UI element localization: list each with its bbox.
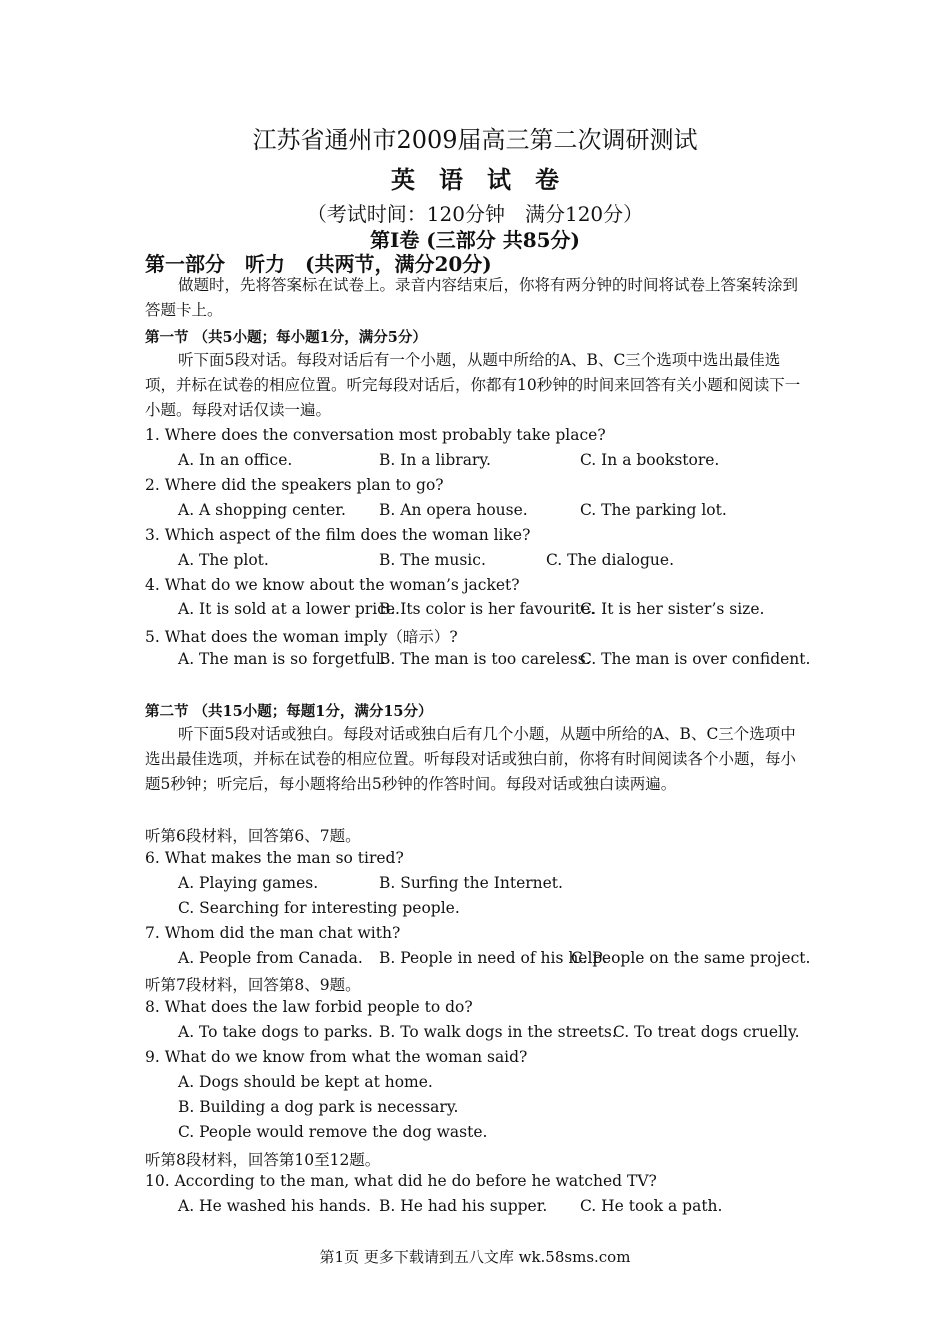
question-8: 8. What does the law forbid people to do?: [145, 998, 473, 1016]
part1-title: 第一部分 听力 (共两节，满分20分): [145, 252, 492, 276]
section2-instruction: [145, 722, 807, 797]
q2-option-a: A. A shopping center.: [178, 501, 346, 519]
subject-title: 英语试卷: [391, 165, 583, 194]
q7-option-c: C. People on the same project.: [571, 949, 811, 967]
q2-option-c: C. The parking lot.: [580, 501, 727, 519]
time-info: （考试时间：120分钟 满分120分）: [306, 202, 644, 226]
material-8: 听第8段材料，回答第10至12题。: [145, 1151, 381, 1169]
q9-option-c: C. People would remove the dog waste.: [178, 1123, 488, 1141]
q4-option-b: B. Its color is her favourite.: [379, 600, 596, 618]
material-6: 听第6段材料，回答第6、7题。: [145, 827, 361, 845]
question-7: 7. Whom did the man chat with?: [145, 924, 401, 942]
question-1: 1. Where does the conversation most probably take place?: [145, 426, 606, 444]
question-10: 10. According to the man, what did he do before he watched TV?: [145, 1172, 657, 1190]
q3-option-c: C. The dialogue.: [546, 551, 674, 569]
q10-option-b: B. He had his supper.: [379, 1197, 548, 1215]
question-3: 3. Which aspect of the film does the woman like?: [145, 526, 531, 544]
section1-title: 第一节 （共5小题；每小题1分，满分5分）: [145, 329, 427, 346]
q5-option-b: B. The man is too careless.: [379, 650, 591, 668]
q5-option-c: C. The man is over confident.: [580, 650, 811, 668]
q10-option-a: A. He washed his hands.: [178, 1197, 371, 1215]
section2-title: 第二节 （共15小题；每题1分，满分15分）: [145, 703, 433, 720]
q6-option-a: A. Playing games.: [178, 874, 319, 892]
material-7: 听第7段材料，回答第8、9题。: [145, 976, 361, 994]
q3-option-a: A. The plot.: [178, 551, 269, 569]
q4-option-a: A. It is sold at a lower price.: [178, 600, 400, 618]
volume-title: 第I卷 (三部分 共85分): [369, 228, 581, 252]
question-6: 6. What makes the man so tired?: [145, 849, 404, 867]
q2-option-b: B. An opera house.: [379, 501, 528, 519]
question-2: 2. Where did the speakers plan to go?: [145, 476, 444, 494]
part1-instruction: [145, 273, 807, 323]
exam-title: 江苏省通州市2009届高三第二次调研测试: [252, 126, 698, 154]
q6-option-b: B. Surfing the Internet.: [379, 874, 563, 892]
q4-option-c: C. It is her sister’s size.: [580, 600, 765, 618]
q7-option-a: A. People from Canada.: [178, 949, 363, 967]
q3-option-b: B. The music.: [379, 551, 486, 569]
page-footer: 第1页 更多下载请到五八文库 wk.58sms.com: [319, 1248, 631, 1266]
section2-instruction-text: 听下面5段对话或独白。每段对话或独白后有几个小题，从题中所给的A、B、C三个选项中选出最佳选项，并标在试卷的相应位置。听每段对话或独白前，你将有时间阅读各个小题，每小题5秒钟；听完后，每小题将给出5秒钟的作答时间。每段对话或独白读两遍。: [145, 725, 797, 793]
q6-option-c: C. Searching for interesting people.: [178, 899, 460, 917]
section1-instruction-text: 听下面5段对话。每段对话后有一个小题，从题中所给的A、B、C三个选项中选出最佳选项，并标在试卷的相应位置。听完每段对话后，你都有10秒钟的时间来回答有关小题和阅读下一小题。每段对话仅读一遍。: [145, 351, 801, 419]
q1-option-c: C. In a bookstore.: [580, 451, 720, 469]
q7-option-b: B. People in need of his help.: [379, 949, 608, 967]
q9-option-b: B. Building a dog park is necessary.: [178, 1098, 459, 1116]
q1-option-b: B. In a library.: [379, 451, 491, 469]
q1-option-a: A. In an office.: [178, 451, 293, 469]
q9-option-a: A. Dogs should be kept at home.: [178, 1073, 433, 1091]
q8-option-b: B. To walk dogs in the streets.: [379, 1023, 617, 1041]
section1-instruction: [145, 348, 807, 423]
q10-option-c: C. He took a path.: [580, 1197, 723, 1215]
question-9: 9. What do we know from what the woman said?: [145, 1048, 528, 1066]
q8-option-a: A. To take dogs to parks.: [178, 1023, 373, 1041]
question-4: 4. What do we know about the woman’s jacket?: [145, 576, 520, 594]
question-5: 5. What does the woman imply（暗示）?: [145, 628, 458, 646]
q8-option-c: C. To treat dogs cruelly.: [613, 1023, 800, 1041]
q5-option-a: A. The man is so forgetful.: [178, 650, 386, 668]
part1-instruction-text: 做题时，先将答案标在试卷上。录音内容结束后，你将有两分钟的时间将试卷上答案转涂到答题卡上。: [145, 276, 799, 319]
